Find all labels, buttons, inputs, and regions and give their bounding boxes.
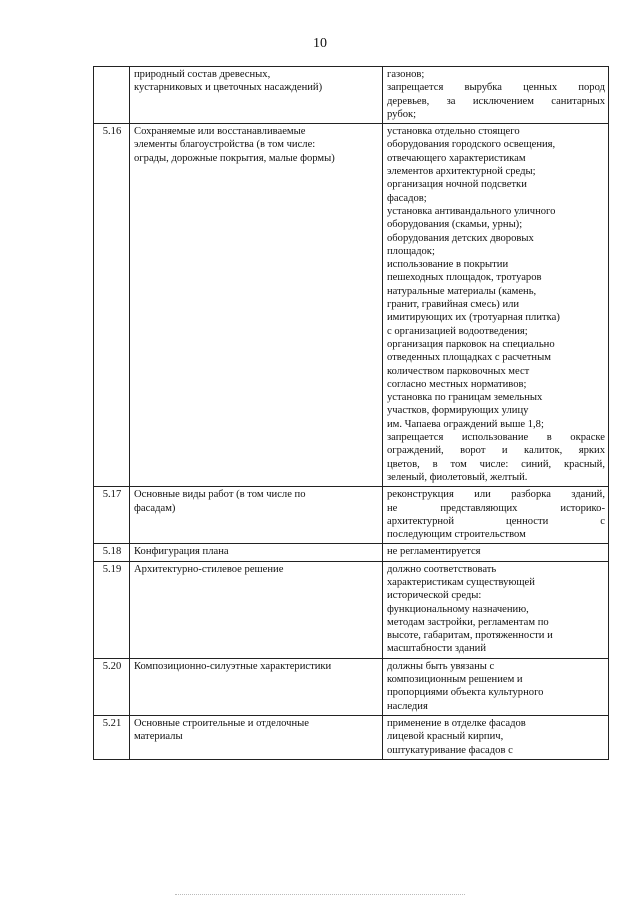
row-parameter xyxy=(130,658,383,715)
row-requirement xyxy=(383,487,609,544)
text-line: Основные виды работ (в том числе по xyxy=(134,489,306,501)
text-line: реконструкция или разборка зданий, xyxy=(387,489,605,501)
text-line: функциональному назначению, xyxy=(387,603,529,615)
text-line: запрещается использование в окраске xyxy=(387,432,605,444)
text-line: согласно местных нормативов; xyxy=(387,378,527,390)
table-row xyxy=(94,561,609,658)
text-line: оборудования городского освещения, xyxy=(387,139,556,151)
text-line: Сохраняемые или восстанавливаемые xyxy=(134,126,306,138)
text-line: Композиционно-силуэтные характеристики xyxy=(134,660,332,672)
text-line: участков, формирующих улицу xyxy=(387,405,529,417)
text-line: Архитектурно-стилевое решение xyxy=(134,563,284,575)
table-row xyxy=(94,658,609,715)
text-line: должно соответствовать xyxy=(387,563,497,575)
text-line: пропорциями объекта культурного xyxy=(387,687,544,699)
row-number: 5.18 xyxy=(94,544,130,561)
text-line: применение в отделке фасадов xyxy=(387,717,526,729)
row-number: 5.17 xyxy=(94,487,130,544)
text-line: архитектурной ценности с xyxy=(387,515,605,527)
text-line: с организацией водоотведения; xyxy=(387,325,528,337)
text-line: фасадов; xyxy=(387,192,427,204)
text-line: характеристикам существующей xyxy=(387,576,535,588)
table-row xyxy=(94,487,609,544)
text-line: газонов; xyxy=(387,69,425,80)
row-parameter xyxy=(130,561,383,658)
text-line: последующим строительством xyxy=(387,529,526,541)
text-line: фасадам) xyxy=(134,502,176,514)
text-line: количеством парковочных мест xyxy=(387,365,530,377)
table-row xyxy=(94,715,609,759)
text-line: отведенных площадках с расчетным xyxy=(387,352,551,364)
row-requirement xyxy=(383,124,609,487)
text-line: организация парковок на специально xyxy=(387,338,555,350)
text-line: рубок; xyxy=(387,108,417,120)
text-line: оборудования детских дворовых xyxy=(387,232,534,244)
row-number: 5.21 xyxy=(94,715,130,759)
row-parameter xyxy=(130,715,383,759)
text-line: высоте, габаритам, протяженности и xyxy=(387,630,553,642)
row-requirement xyxy=(383,715,609,759)
regulations-table xyxy=(93,66,609,760)
row-requirement xyxy=(383,658,609,715)
text-line: имитирующих их (тротуарная плитка) xyxy=(387,312,560,324)
text-line: деревьев, за исключением санитарных xyxy=(387,95,605,107)
row-requirement xyxy=(383,561,609,658)
row-parameter xyxy=(130,544,383,561)
text-line: Основные строительные и отделочные xyxy=(134,717,309,729)
text-line: масштабности зданий xyxy=(387,643,487,655)
row-parameter xyxy=(130,67,383,124)
table-row xyxy=(94,544,609,561)
regulations-table-body xyxy=(94,67,609,760)
text-line: материалы xyxy=(134,731,183,743)
text-line: ограждений, ворот и калиток, ярких xyxy=(387,445,605,457)
text-line: ограды, дорожные покрытия, малые формы) xyxy=(134,152,335,164)
text-line: им. Чапаева ограждений выше 1,8; xyxy=(387,418,544,430)
row-number xyxy=(94,67,130,124)
text-line: оштукатуривание фасадов с xyxy=(387,744,513,756)
text-line: кустарниковых и цветочных насаждений) xyxy=(134,82,323,94)
text-line: зеленый, фиолетовый, желтый. xyxy=(387,471,528,483)
text-line: не представляющих историко- xyxy=(387,502,605,514)
row-number: 5.16 xyxy=(94,124,130,487)
text-line: пешеходных площадок, тротуаров xyxy=(387,272,542,284)
table-row xyxy=(94,124,609,487)
text-line: отвечающего характеристикам xyxy=(387,152,526,164)
page-number: 10 xyxy=(313,36,327,51)
text-line: натуральные материалы (камень, xyxy=(387,285,537,297)
table-row xyxy=(94,67,609,124)
text-line: методам застройки, регламентам по xyxy=(387,616,549,628)
text-line: установка по границам земельных xyxy=(387,392,543,404)
text-line: установка отдельно стоящего xyxy=(387,126,520,138)
text-line: природный состав древесных, xyxy=(134,69,271,80)
row-requirement xyxy=(383,544,609,561)
row-parameter xyxy=(130,487,383,544)
text-line: Конфигурация плана xyxy=(134,546,229,558)
text-line: элементы благоустройства (в том числе: xyxy=(134,139,316,151)
text-line: исторической среды: xyxy=(387,590,482,602)
text-line: гранит, гравийная смесь) или xyxy=(387,299,520,311)
text-line: наследия xyxy=(387,700,428,712)
text-line: использование в покрытии xyxy=(387,259,509,271)
text-line: оборудования (скамьи, урны); xyxy=(387,219,523,231)
row-number: 5.20 xyxy=(94,658,130,715)
row-number: 5.19 xyxy=(94,561,130,658)
text-line: организация ночной подсветки xyxy=(387,179,527,191)
scan-artifact-line xyxy=(175,894,465,896)
text-line: площадок; xyxy=(387,245,435,257)
row-requirement xyxy=(383,67,609,124)
text-line: цветов, в том числе: синий, красный, xyxy=(387,458,605,470)
text-line: установка антивандального уличного xyxy=(387,205,556,217)
text-line: лицевой красный кирпич, xyxy=(387,731,504,743)
text-line: не регламентируется xyxy=(387,546,481,558)
text-line: композиционным решением и xyxy=(387,674,523,686)
row-parameter xyxy=(130,124,383,487)
text-line: запрещается вырубка ценных пород xyxy=(387,82,605,94)
text-line: должны быть увязаны с xyxy=(387,660,495,672)
text-line: элементов архитектурной среды; xyxy=(387,166,536,178)
